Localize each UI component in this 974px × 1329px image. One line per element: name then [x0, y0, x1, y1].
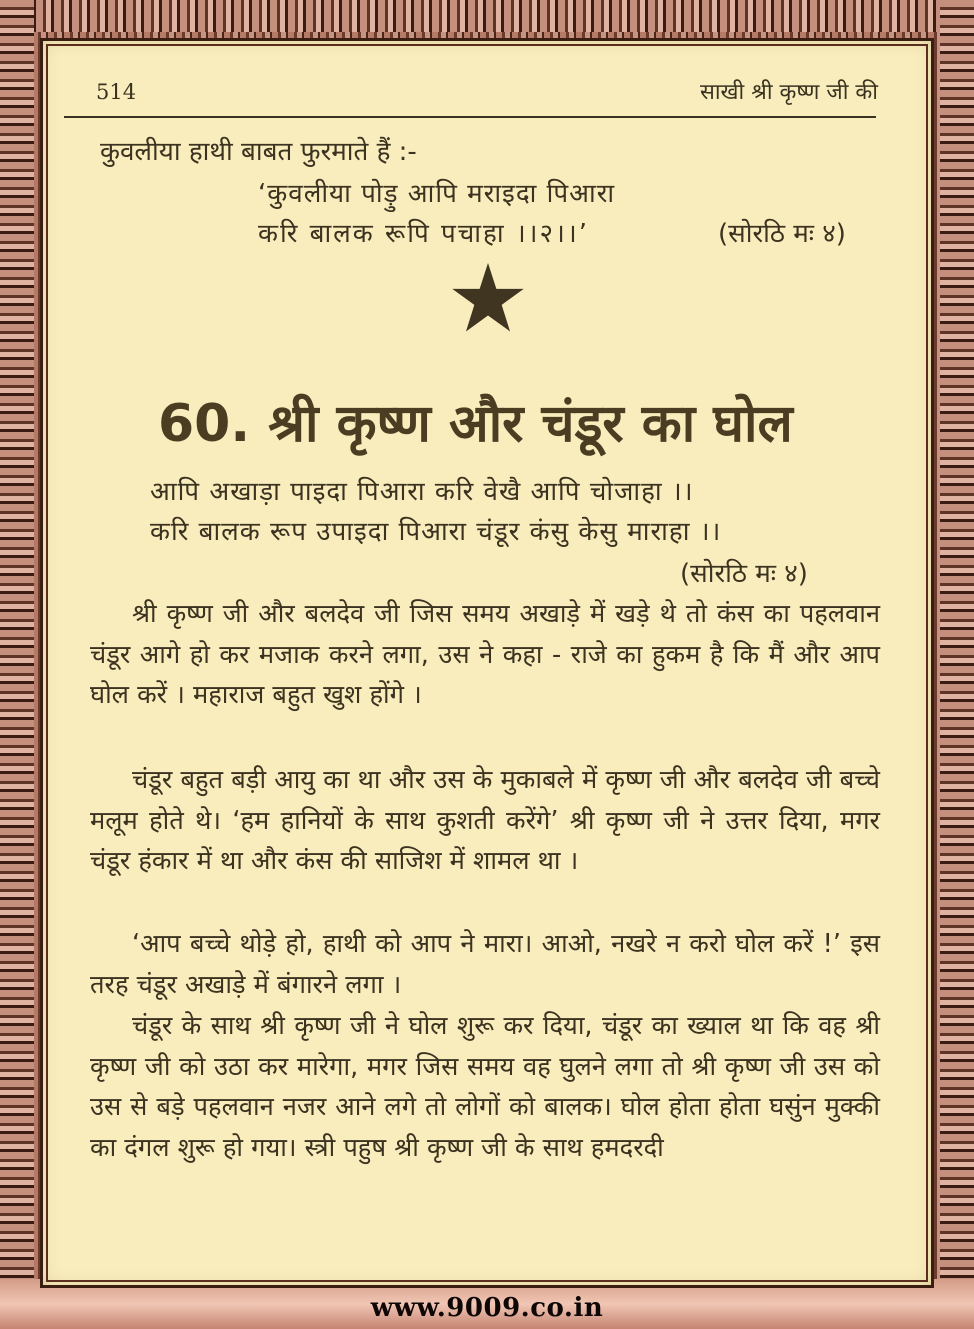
paragraph [90, 1006, 880, 1168]
paragraph-text: चंडूर के साथ श्री कृष्ण जी ने घोल शुरू कर दिया, चंडूर का ख्याल था कि वह श्री कृष्ण जी को उठा कर मारेगा, मगर जिस समय वह घुलने लगा तो श्री कृष्ण जी उस को उस से बड़े पहलवान नजर आने लगे तो लोगों को बालक। घोल होता होता घसुंन मुक्की का दंगल शुरू हो गया। स्त्री पहुष श्री कृष्ण जी के साथ हमदरदी [90, 1011, 880, 1163]
verse1-reference: (सोरठि मः ४) [718, 219, 846, 249]
verse1-line1: ‘कुवलीया पोड़ु आपि मराइदा पिआरा [258, 179, 616, 209]
page-number: 514 [96, 80, 137, 104]
frame-border-right [940, 0, 974, 1329]
book-page [40, 38, 934, 1288]
verse2-line2: करि बालक रूप उपाइदा पिआरा चंडूर कंसु केसु माराहा ।। [150, 517, 722, 547]
verse2-reference: (सोरठि मः ४) [680, 559, 808, 589]
running-head: साखी श्री कृष्ण जी की [699, 80, 878, 105]
frame-border-left [0, 0, 34, 1329]
frame-border-top [0, 0, 974, 32]
verse1-line2: करि बालक रूपि पचाहा ।।२।।’ [258, 219, 590, 249]
paragraph-text: श्री कृष्ण जी और बलदेव जी जिस समय अखाड़े में खड़े थे तो कंस का पहलवान चंडूर आगे हो कर मजाक करने लगा, उस ने कहा - राजे का हुकम है कि मैं और आप घोल करें । महाराज बहुत खुश होंगे । [90, 599, 880, 710]
paragraph [90, 594, 880, 716]
chapter-title: 60. श्री कृष्ण और चंडूर का घोल [158, 394, 793, 454]
paragraph [90, 924, 880, 1005]
verse2-line1: आपि अखाड़ा पाइदा पिआरा करि वेखै आपि चोजाहा ।। [150, 477, 694, 507]
footer-website-url[interactable]: www.9009.co.in [370, 1293, 604, 1323]
paragraph-text: चंडूर बहुत बड़ी आयु का था और उस के मुकाबले में कृष्ण जी और बलदेव जी बच्चे मलूम होते थे। ‘हम हानियों के साथ कुशती करेंगे’ श्री कृष्ण जी ने उत्तर दिया, मगर चंडूर हंकार में था और कंस की साजिश में शामल था । [90, 765, 880, 876]
page-header [92, 76, 882, 114]
paragraph [90, 760, 880, 882]
paragraph-text: ‘आप बच्चे थोड़े हो, हाथी को आप ने मारा। आओ, नखरे न करो घोल करें !’ इस तरह चंडूर अखाड़े में बंगारने लगा । [90, 929, 880, 1000]
header-divider [64, 116, 876, 118]
intro-line: कुवलीया हाथी बाबत फुरमाते हैं :- [100, 137, 417, 167]
star-icon [450, 260, 526, 336]
